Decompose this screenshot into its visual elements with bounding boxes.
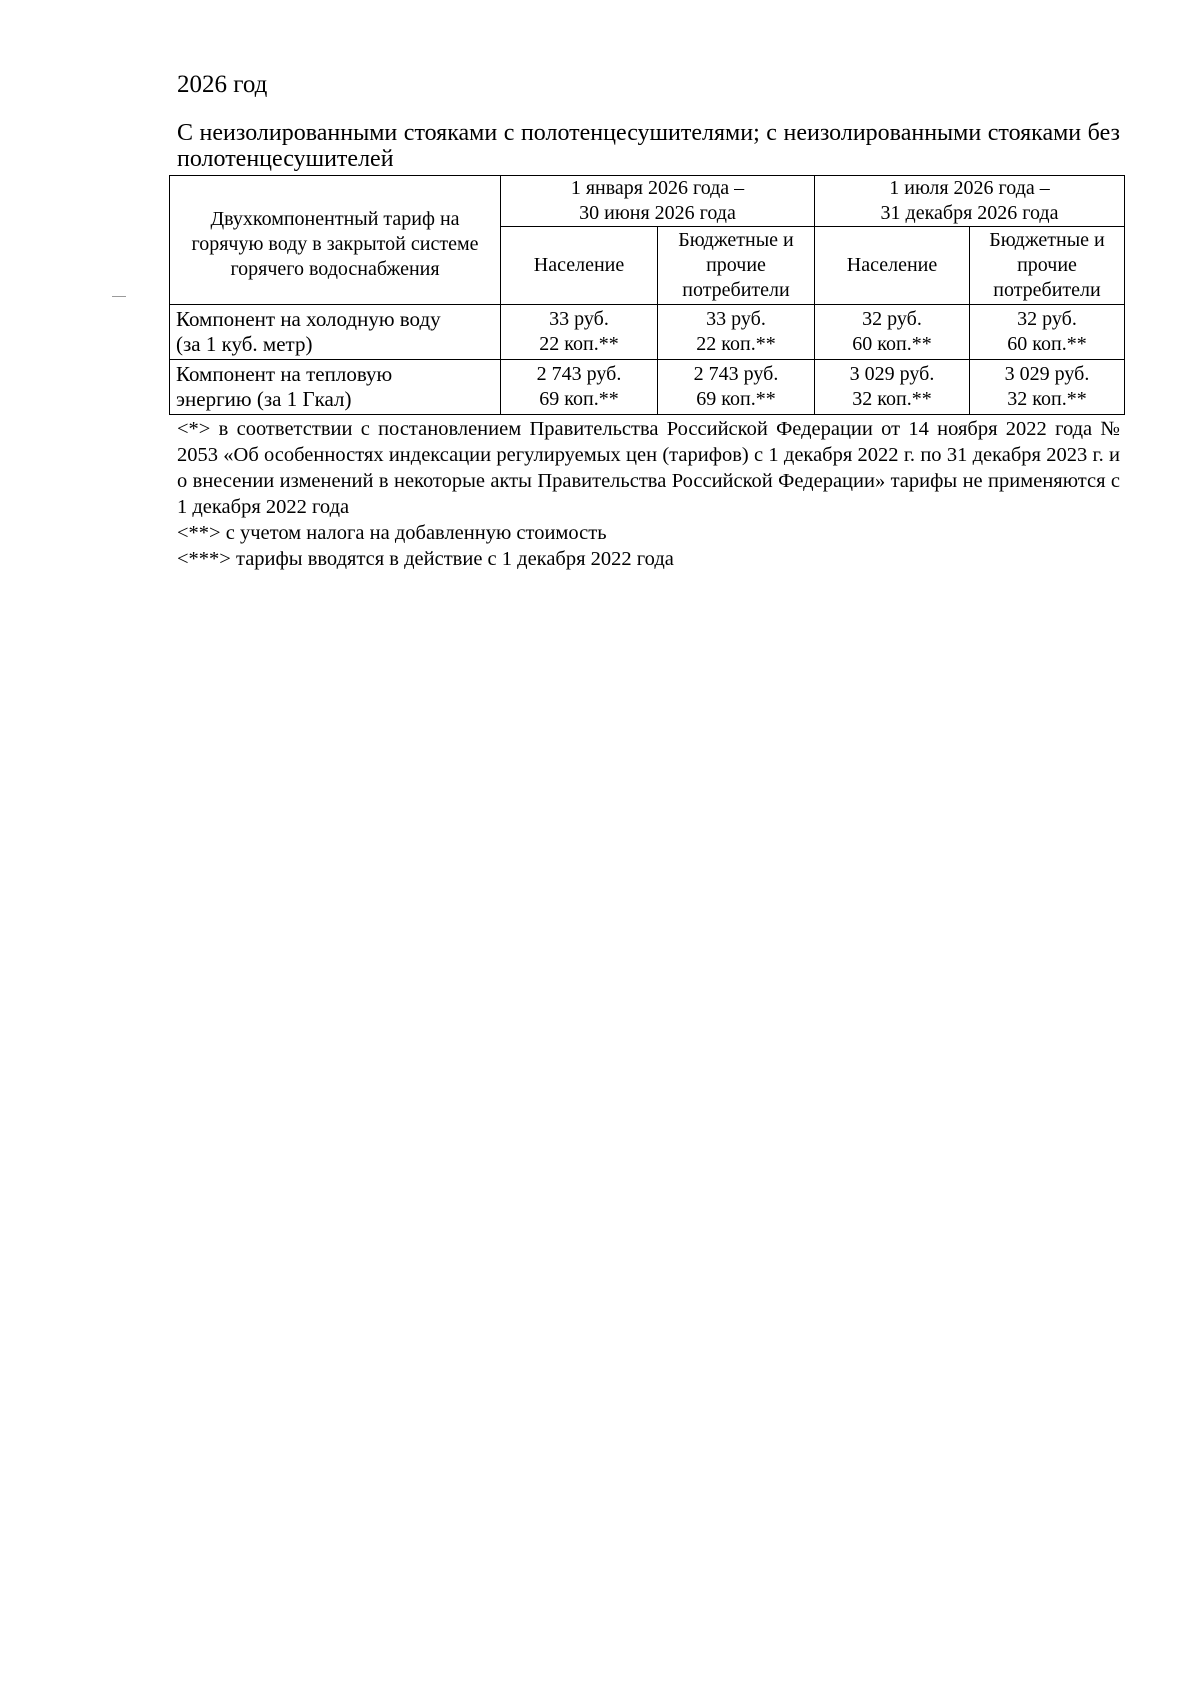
period-2-end: 31 декабря 2026 года — [880, 202, 1059, 224]
table-row-heat-energy — [170, 360, 1125, 415]
price-rub: 3 029 руб. — [849, 363, 935, 385]
row-label-line: Компонент на тепловую — [176, 362, 393, 386]
table-heading: С неизолированными стояками с полотенцесушителями; с неизолированными стояками без полотенцесушителей — [177, 120, 1120, 172]
price-rub: 3 029 руб. — [1004, 363, 1090, 385]
period-header-2 — [815, 176, 1125, 227]
footnotes — [177, 416, 1120, 572]
period-header-1 — [501, 176, 815, 227]
price-kop: 69 коп.** — [696, 388, 776, 410]
subheader-population-1 — [501, 227, 658, 305]
cell-cold-water-budget-h1 — [658, 305, 815, 360]
price-kop: 60 коп.** — [1007, 333, 1087, 355]
table-corner-cell — [170, 176, 501, 305]
cell-cold-water-population-h2 — [815, 305, 970, 360]
scan-mark — [112, 296, 126, 297]
price-kop: 32 коп.** — [1007, 388, 1087, 410]
price-kop: 22 коп.** — [696, 333, 776, 355]
price-rub: 2 743 руб. — [693, 363, 779, 385]
price-rub: 32 руб. — [1017, 308, 1077, 330]
row-label-heat-energy — [170, 360, 501, 415]
price-kop: 60 коп.** — [852, 333, 932, 355]
subheader-label: Население — [533, 254, 625, 276]
row-label-line: Компонент на холодную воду — [176, 307, 441, 331]
footnote-3: <***> тарифы вводятся в действие с 1 декабря 2022 года — [177, 548, 674, 570]
cell-heat-population-h2 — [815, 360, 970, 415]
subheader-label: Бюджетные и — [678, 229, 794, 251]
subheader-label: Бюджетные и — [989, 229, 1105, 251]
cell-heat-population-h1 — [501, 360, 658, 415]
table-row-cold-water — [170, 305, 1125, 360]
price-kop: 22 коп.** — [539, 333, 619, 355]
subheader-label: потребители — [993, 279, 1101, 301]
footnote-1: <*> в соответствии с постановлением Правительства Российской Федерации от 14 ноября 2022 года № 2053 «Об особенностях индексации регулируемых цен (тарифов) с 1 декабря 2022 г. по 31 декабря 2023 г. и о внесении изменений в некоторые акты Правительства Российской Федерации» тарифы не применяются с 1 декабря 2022 года — [177, 418, 1120, 518]
period-2-start: 1 июля 2026 года – — [889, 177, 1050, 199]
subheader-label: Население — [846, 254, 938, 276]
year-title: 2026 год — [177, 71, 268, 98]
footnote-2: <**> с учетом налога на добавленную стоимость — [177, 522, 607, 544]
subheader-label: прочие — [706, 254, 766, 276]
price-rub: 33 руб. — [706, 308, 766, 330]
subheader-population-2 — [815, 227, 970, 305]
subheader-budget-1 — [658, 227, 815, 305]
subheader-budget-2 — [970, 227, 1125, 305]
cell-cold-water-budget-h2 — [970, 305, 1125, 360]
cell-heat-budget-h1 — [658, 360, 815, 415]
price-kop: 32 коп.** — [852, 388, 932, 410]
table-header-row-periods — [170, 176, 1125, 227]
row-label-line: энергию (за 1 Гкал) — [176, 387, 352, 411]
cell-cold-water-population-h1 — [501, 305, 658, 360]
tariff-table — [169, 175, 1125, 415]
price-rub: 32 руб. — [862, 308, 922, 330]
price-rub: 2 743 руб. — [536, 363, 622, 385]
subheader-label: прочие — [1017, 254, 1077, 276]
price-rub: 33 руб. — [549, 308, 609, 330]
period-1-end: 30 июня 2026 года — [579, 202, 736, 224]
price-kop: 69 коп.** — [539, 388, 619, 410]
cell-heat-budget-h2 — [970, 360, 1125, 415]
row-label-line: (за 1 куб. метр) — [176, 332, 313, 356]
subheader-label: потребители — [682, 279, 790, 301]
row-label-cold-water — [170, 305, 501, 360]
corner-label: Двухкомпонентный тариф на горячую воду в закрытой системе горячего водоснабжения — [191, 207, 479, 280]
period-1-start: 1 января 2026 года – — [570, 177, 745, 199]
